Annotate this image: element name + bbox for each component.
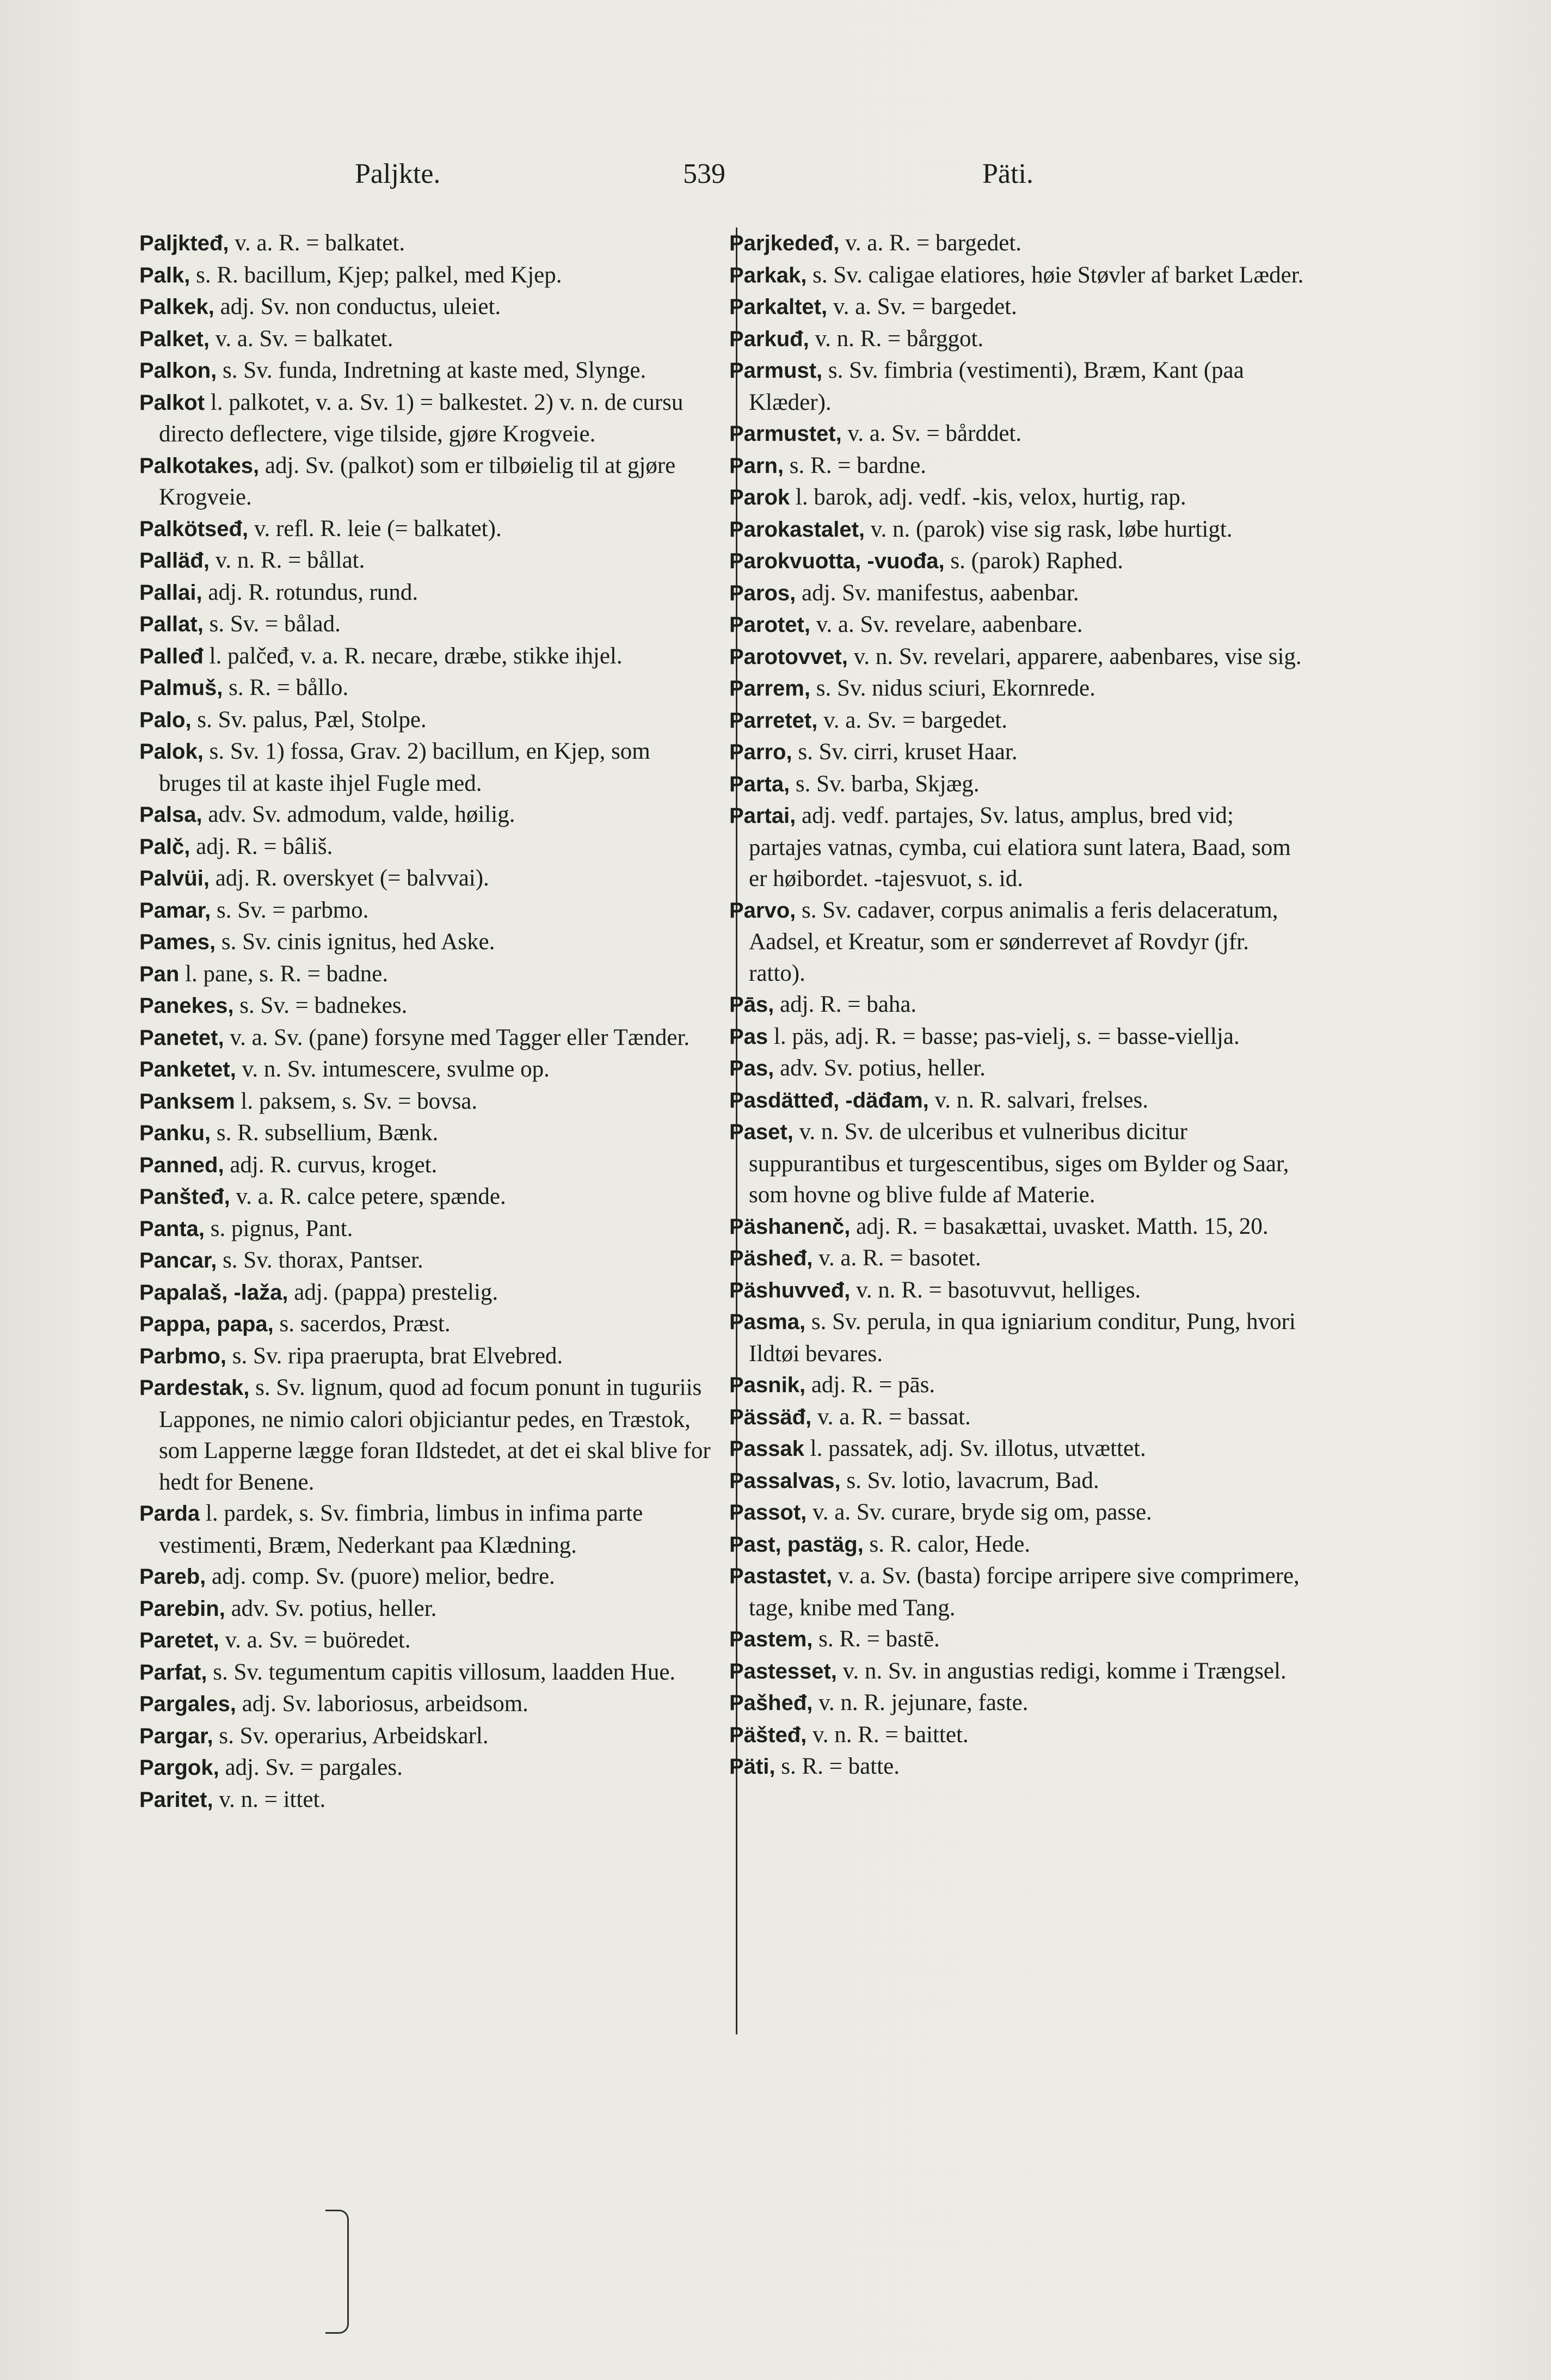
dictionary-entry [729,323,1306,355]
entry-definition: s. Sv. = parbmo. [211,897,369,923]
entry-definition: adj. R. rotundus, rund. [202,579,418,605]
entry-definition: s. Sv. tegumentum capitis villosum, laadden Hue. [207,1659,676,1685]
entry-headword: Pardestak, [139,1376,250,1400]
entry-definition: v. n. R. = bårggot. [809,325,984,352]
entry-definition: adj. Sv. = pargales. [219,1755,403,1780]
dictionary-entry [139,958,716,991]
entry-definition: s. Sv. cirri, kruset Haar. [792,739,1018,765]
dictionary-entry [139,608,716,641]
dictionary-entry [729,1116,1306,1211]
entry-headword: Panku, [139,1121,211,1145]
entry-headword: Pässäđ, [729,1405,812,1429]
entry-headword: Parn, [729,453,784,478]
entry-definition: v. a. Sv. = bårddet. [841,421,1022,446]
dictionary-entry [729,1401,1306,1434]
entry-headword: Paritet, [139,1787,213,1812]
entry-headword: Palkek, [139,295,214,319]
dictionary-entry [139,1784,716,1816]
dictionary-entry [729,1275,1306,1307]
entry-headword: Pancar, [139,1249,217,1272]
entry-definition: s. sacerdos, Præst. [273,1311,451,1337]
entry-headword: Pastem, [729,1627,813,1651]
entry-headword: Passak [729,1437,804,1461]
dictionary-entry [139,1149,716,1182]
entry-definition: v. a. Sv. revelare, aabenbare. [810,612,1083,637]
dictionary-entry [729,895,1306,989]
dictionary-entry [729,227,1306,260]
dictionary-entry [139,227,716,260]
entry-headword: Päshanenč, [729,1214,851,1239]
entry-headword: Palkötseđ, [139,516,249,541]
entry-headword: Parmust, [729,359,823,383]
dictionary-entry [139,1277,716,1309]
dictionary-entry [729,800,1306,895]
entry-definition: s. R. = bållo. [223,675,349,700]
dictionary-entry [729,1751,1306,1783]
dictionary-entry [139,1372,716,1498]
entry-headword: Pames, [139,930,216,954]
entry-headword: Pastesset, [729,1659,837,1683]
dictionary-entry [729,1623,1306,1656]
dictionary-entry [139,1498,716,1561]
entry-headword: Parda [139,1502,200,1526]
entry-headword: Pan [139,962,180,986]
dictionary-entry [139,895,716,927]
entry-headword: Palleđ [139,644,204,668]
entry-headword: Pamar, [139,898,211,923]
entry-definition: adj. R. = pās. [805,1372,935,1398]
entry-definition: s. Sv. cadaver, corpus animalis a feris delaceratum, Aadsel, et Kreatur, som er sønderrevet af Rovdyr (jfr. ratto). [749,897,1278,986]
dictionary-entry [729,1656,1306,1688]
left-column [139,227,716,1816]
dictionary-entry [139,291,716,323]
entry-definition: s. Sv. 1) fossa, Grav. 2) bacillum, en Kjep, som bruges til at kaste ihjel Fugle med. [159,739,650,796]
dictionary-entry [139,863,716,895]
entry-headword: Palket, [139,327,210,351]
entry-definition: v. a. Sv. (pane) forsyne med Tagger eller Tænder. [224,1024,690,1050]
entry-definition: v. a. Sv. = bargedet. [817,707,1007,733]
dictionary-entry [729,577,1306,610]
entry-headword: Parok [729,485,790,509]
dictionary-entry [729,1306,1306,1369]
dictionary-entry [729,1021,1306,1053]
dictionary-entry [729,1433,1306,1465]
entry-headword: Palsa, [139,803,202,827]
entry-headword: Paset, [729,1120,793,1144]
entry-definition: v. n. R. = basotuvvut, helliges. [850,1277,1141,1303]
entry-definition: l. päs, adj. R. = basse; pas-vielj, s. = basse-viellja. [768,1023,1240,1049]
dictionary-entry [139,1688,716,1720]
header-left-guideword: Paljkte. [355,158,441,189]
entry-definition: s. Sv. barba, Skjæg. [790,771,980,797]
entry-headword: Parjkedeđ, [729,231,840,255]
dictionary-entry [139,387,716,450]
entry-headword: Päti, [729,1755,776,1779]
entry-headword: Parmustet, [729,422,842,446]
entry-definition: adj. vedf. partajes, Sv. latus, amplus, bred vid; partajes vatnas, cymba, cui elatiora sunt latera, Baad, som er høibordet. -tajesvuot, s. id. [749,803,1291,891]
entry-definition: v. a. Sv. curare, bryde sig om, passe. [807,1499,1152,1525]
entry-headword: Papalaš, -laža, [139,1280,288,1305]
entry-definition: s. R. bacillum, Kjep; palkel, med Kjep. [190,262,562,288]
entry-definition: s. pignus, Pant. [205,1215,353,1241]
entry-definition: adj. (pappa) prestelig. [288,1279,498,1305]
entry-definition: v. n. Sv. in angustias redigi, komme i Trængsel. [836,1658,1287,1684]
entry-definition: adj. Sv. non conductus, uleiet. [214,294,501,319]
entry-headword: Parokvuotta, -vuođa, [729,549,945,573]
right-column [729,227,1306,1783]
entry-headword: Pargar, [139,1724,213,1748]
entry-headword: Parokastalet, [729,517,865,542]
entry-definition: s. Sv. operarius, Arbeidskarl. [213,1723,489,1749]
dictionary-entry [139,1117,716,1149]
entry-headword: Panned, [139,1153,224,1177]
entry-definition: adj. Sv. manifestus, aabenbar. [796,580,1079,606]
entry-definition: v. n. = ittet. [213,1786,326,1812]
entry-headword: Parebin, [139,1596,225,1621]
dictionary-entry [139,990,716,1022]
entry-definition: v. n. (parok) vise sig rask, løbe hurtigt. [865,516,1233,542]
entry-headword: Päshuvveđ, [729,1278,851,1302]
dictionary-entry [729,673,1306,705]
entry-headword: Pašheđ, [729,1691,813,1715]
dictionary-entry [139,1340,716,1373]
entry-definition: adj. R. curvus, kroget. [224,1152,438,1178]
entry-headword: Pastastet, [729,1564,832,1588]
entry-headword: Panketet, [139,1057,236,1081]
entry-headword: Parbmo, [139,1344,227,1368]
entry-headword: Palč, [139,834,190,859]
dictionary-entry [139,1657,716,1689]
entry-definition: s. R. calor, Hede. [863,1531,1031,1557]
entry-definition: s. Sv. thorax, Pantser. [217,1247,423,1273]
dictionary-entry [729,736,1306,768]
dictionary-entry [139,450,716,513]
entry-definition: v. a. R. = bassat. [811,1404,971,1430]
entry-definition: v. a. R. calce petere, spænde. [230,1184,506,1209]
entry-headword: Palkotakes, [139,453,260,478]
entry-headword: Passot, [729,1500,807,1524]
dictionary-entry [729,1529,1306,1561]
entry-definition: adj. Sv. (palkot) som er tilbøielig til at gjøre Krogveie. [159,452,676,510]
entry-headword: Pasnik, [729,1373,806,1397]
entry-definition: v. a. R. = balkatet. [229,230,405,256]
entry-headword: Palk, [139,263,190,287]
entry-definition: v. n. Sv. revelari, apparere, aabenbares, vise sig. [847,643,1302,669]
dictionary-entry [139,926,716,958]
dictionary-entry [139,260,716,292]
entry-headword: Palok, [139,740,204,764]
entry-headword: Paros, [729,581,796,605]
dictionary-entry [729,1243,1306,1275]
dictionary-entry [729,768,1306,801]
entry-headword: Pas [729,1024,768,1049]
entry-definition: s. Sv. lotio, lavacrum, Bad. [840,1467,1099,1493]
entry-headword: Pareb, [139,1565,206,1589]
dictionary-entry [729,1560,1306,1623]
page-header [136,158,1333,201]
dictionary-entry [729,1497,1306,1529]
entry-definition: s. Sv. = bålad. [203,611,341,637]
dictionary-entry [139,1054,716,1086]
entry-headword: Parkak, [729,263,807,287]
dictionary-entry [729,450,1306,482]
entry-definition: s. Sv. funda, Indretning at kaste med, Slynge. [217,358,647,383]
entry-definition: adj. R. overskyet (= balvvai). [209,865,489,891]
entry-headword: Panksem [139,1089,235,1114]
entry-headword: Panekes, [139,994,234,1018]
dictionary-entry [729,1211,1306,1243]
entry-definition: adj. R. = basakættai, uvasket. Matth. 15, 20. [850,1213,1269,1239]
entry-definition: v. a. Sv. = balkatet. [209,325,393,352]
entry-headword: Päšteđ, [729,1723,807,1747]
entry-definition: s. Sv. palus, Pæl, Stolpe. [191,706,427,733]
entry-definition: adj. R. = bâliš. [190,833,333,859]
dictionary-entry [729,609,1306,641]
entry-definition: l. passatek, adj. Sv. illotus, utvættet. [804,1436,1146,1461]
dictionary-entry [729,514,1306,546]
entry-definition: l. paksem, s. Sv. = bovsa. [235,1088,478,1114]
entry-headword: Pargales, [139,1692,236,1716]
entry-definition: s. Sv. perula, in qua igniarium conditur, Pung, hvori Ildtøi bevares. [749,1309,1296,1367]
dictionary-entry [139,1086,716,1118]
entry-definition: s. Sv. nidus sciuri, Ekornrede. [810,675,1095,701]
dictionary-entry [139,1561,716,1593]
dictionary-entry [729,1053,1306,1085]
dictionary-entry [139,355,716,387]
dictionary-entry [139,1625,716,1657]
dictionary-entry [139,1752,716,1784]
entry-definition: adv. Sv. potius, heller. [774,1055,986,1081]
entry-headword: Parvo, [729,898,796,923]
entry-headword: Parotet, [729,613,810,637]
dictionary-entry [729,1085,1306,1117]
page-number: 539 [683,158,725,189]
dictionary-entry [729,705,1306,737]
dictionary-entry [139,672,716,704]
dictionary-entry [139,1213,716,1245]
entry-definition: s. R. = batte. [775,1754,900,1779]
entry-headword: Päsheđ, [729,1246,813,1270]
entry-headword: Partai, [729,804,796,828]
entry-definition: v. n. R. jejunare, faste. [813,1690,1029,1715]
entry-definition: s. R. subsellium, Bænk. [211,1120,439,1146]
dictionary-entry [139,1720,716,1752]
entry-definition: v. a. R. = basotet. [813,1245,981,1271]
entry-headword: Parro, [729,740,792,764]
entry-headword: Parrem, [729,677,810,700]
entry-headword: Panšteđ, [139,1185,230,1209]
entry-headword: Palmuš, [139,676,223,700]
entry-headword: Panta, [139,1216,205,1241]
entry-definition: v. refl. R. leie (= balkatet). [248,515,502,542]
dictionary-entry [729,1719,1306,1751]
entry-definition: v. a. Sv. (basta) forcipe arripere sive comprimere, tage, knibe med Tang. [749,1563,1300,1621]
dictionary-entry [729,355,1306,418]
entry-definition: v. n. R. = bållat. [209,548,365,573]
entry-definition: v. a. Sv. = bargedet. [827,294,1017,319]
entry-definition: s. Sv. = badnekes. [233,993,408,1018]
dictionary-entry [139,1593,716,1625]
dictionary-entry [139,831,716,863]
entry-definition: s. Sv. fimbria (vestimenti), Bræm, Kant (paa Klæder). [749,358,1244,415]
entry-headword: Pallai, [139,580,202,605]
entry-definition: l. palčeđ, v. a. R. necare, dræbe, stikke ihjel. [203,643,623,669]
dictionary-entry [139,1245,716,1277]
dictionary-entry [139,513,716,545]
page-margin-bracket [325,2210,349,2334]
entry-headword: Parkuđ, [729,327,809,351]
dictionary-entry [139,577,716,609]
entry-definition: l. barok, adj. vedf. -kis, velox, hurtig, rap. [790,484,1186,510]
dictionary-entry [729,641,1306,673]
dictionary-entry [729,1369,1306,1401]
dictionary-entry [139,1181,716,1213]
dictionary-entry [139,545,716,577]
entry-definition: v. n. R. salvari, frelses. [928,1087,1148,1113]
entry-definition: s. R. = bastē. [813,1626,940,1652]
entry-headword: Pas, [729,1056,774,1080]
entry-headword: Past, pastäg, [729,1532,864,1557]
entry-headword: Palo, [139,708,192,732]
entry-headword: Palläđ, [139,549,210,573]
dictionary-entry [139,641,716,673]
entry-headword: Parretet, [729,708,818,733]
entry-headword: Panetet, [139,1025,224,1050]
entry-headword: Pappa, papa, [139,1312,274,1336]
entry-definition: v. a. R. = bargedet. [839,230,1022,256]
entry-definition: l. pardek, s. Sv. fimbria, limbus in infima parte vestimenti, Bræm, Nederkant paa Klædning. [159,1500,643,1558]
dictionary-entry [729,1465,1306,1497]
entry-headword: Pargok, [139,1756,219,1780]
entry-definition: v. n. Sv. de ulceribus et vulneribus dicitur suppurantibus et turgescentibus, siges om Bylder og Saar, som hovne og blive fulde af Materie. [749,1119,1289,1208]
entry-definition: s. Sv. caligae elatiores, høie Støvler af barket Læder. [807,262,1304,288]
dictionary-entry [139,1308,716,1340]
dictionary-entry [729,260,1306,292]
dictionary-entry [139,704,716,736]
entry-definition: s. Sv. cinis ignitus, hed Aske. [216,929,495,955]
entry-headword: Parotovvet, [729,644,848,669]
entry-definition: adj. comp. Sv. (puore) melior, bedre. [206,1564,555,1589]
entry-definition: v. n. Sv. intumescere, svulme op. [236,1056,550,1082]
entry-definition: v. n. R. = baittet. [807,1721,969,1748]
entry-definition: l. palkotet, v. a. Sv. 1) = balkestet. 2) v. n. de cursu directo deflectere, vige tilside, gjøre Krogveie. [159,389,684,447]
entry-headword: Passalvas, [729,1468,841,1493]
entry-headword: Palkon, [139,359,217,383]
entry-headword: Palvüi, [139,866,210,890]
dictionary-entry [729,291,1306,323]
entry-headword: Palkot [139,390,205,415]
entry-definition: s. (parok) Raphed. [944,548,1124,574]
entry-headword: Paljkteđ, [139,231,229,255]
entry-headword: Pasma, [729,1310,806,1334]
entry-definition: s. Sv. lignum, quod ad focum ponunt in tuguriis Lappones, ne nimio calori objiciantur pedes, en Træstok, som Lapperne lægge foran Ildstedet, at det ei skal blive for hedt for Benene. [159,1375,711,1495]
entry-headword: Pallat, [139,612,204,636]
dictionary-entry [139,799,716,831]
dictionary-entry [139,736,716,799]
entry-definition: v. a. Sv. = buöredet. [219,1627,411,1653]
entry-definition: l. pane, s. R. = badne. [179,961,389,987]
entry-definition: adv. Sv. potius, heller. [225,1595,437,1621]
dictionary-entry [729,989,1306,1021]
entry-headword: Parta, [729,772,790,796]
dictionary-entry [139,1022,716,1054]
entry-headword: Paretet, [139,1628,219,1652]
entry-headword: Parfat, [139,1660,207,1684]
dictionary-entry [729,418,1306,450]
header-right-guideword: Päti. [982,158,1033,189]
dictionary-entry [729,545,1306,577]
entry-headword: Pās, [729,993,774,1017]
entry-headword: Parkaltet, [729,295,828,319]
dictionary-entry [729,1687,1306,1719]
dictionary-entry [729,482,1306,514]
entry-definition: s. Sv. ripa praerupta, brat Elvebred. [226,1343,563,1369]
dictionary-entry [139,323,716,355]
entry-definition: adj. Sv. laboriosus, arbeidsom. [236,1691,528,1717]
entry-definition: adj. R. = baha. [774,992,917,1017]
entry-definition: s. R. = bardne. [784,452,926,478]
entry-headword: Pasdätteđ, -däđam, [729,1088,929,1112]
entry-definition: adv. Sv. admodum, valde, høilig. [202,802,515,827]
